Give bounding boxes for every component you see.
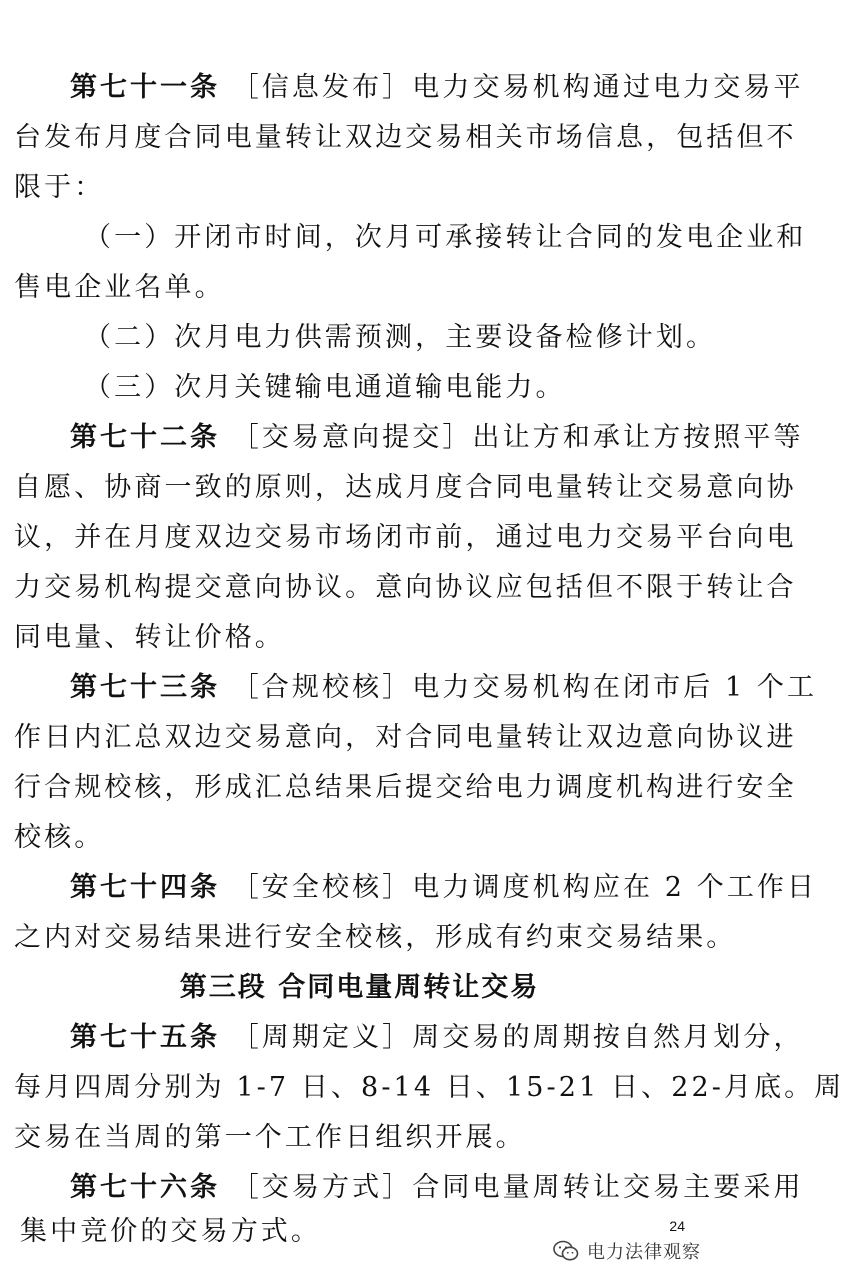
article-72-line-2: 自愿、协商一致的原则，达成月度合同电量转让交易意向协 bbox=[14, 472, 797, 503]
article-72-line-1 bbox=[14, 418, 804, 458]
article-76-line-2: 集中竞价的交易方式。 bbox=[20, 1216, 321, 1247]
article-71-line-1 bbox=[14, 68, 804, 108]
article-text: ［安全校核］电力调度机构应在 2 个工作日 bbox=[231, 872, 818, 903]
article-75-line-3: 交易在当周的第一个工作日组织开展。 bbox=[14, 1122, 526, 1153]
article-text: ［合规校核］电力交易机构在闭市后 1 个工 bbox=[231, 672, 818, 703]
article-74-line-1 bbox=[14, 868, 818, 908]
article-heading: 第七十三条 bbox=[70, 672, 220, 703]
article-heading: 第七十一条 bbox=[70, 72, 220, 103]
article-heading: 第七十六条 bbox=[70, 1172, 220, 1203]
article-74-line-2: 之内对交易结果进行安全校核，形成有约束交易结果。 bbox=[14, 922, 737, 953]
article-text: ［交易意向提交］出让方和承让方按照平等 bbox=[231, 422, 804, 453]
article-text: ［信息发布］电力交易机构通过电力交易平 bbox=[231, 72, 804, 103]
article-heading: 第七十五条 bbox=[70, 1022, 220, 1053]
article-71-line-2: 台发布月度合同电量转让双边交易相关市场信息，包括但不 bbox=[14, 122, 797, 153]
article-72-line-3: 议，并在月度双边交易市场闭市前，通过电力交易平台向电 bbox=[14, 522, 797, 553]
article-text: ［交易方式］合同电量周转让交易主要采用 bbox=[231, 1172, 804, 1203]
wechat-icon bbox=[553, 1240, 579, 1262]
article-75-line-2: 每月四周分别为 1-7 日、8-14 日、15-21 日、22-月底。周 bbox=[14, 1072, 844, 1103]
article-71-item-1-line-2: 售电企业名单。 bbox=[14, 272, 225, 303]
article-71-line-3: 限于： bbox=[14, 172, 105, 203]
article-73-line-1 bbox=[14, 668, 818, 708]
article-73-line-3: 行合规校核，形成汇总结果后提交给电力调度机构进行安全 bbox=[14, 772, 797, 803]
article-text: ［周期定义］周交易的周期按自然月划分， bbox=[231, 1022, 804, 1053]
article-72-line-5: 同电量、转让价格。 bbox=[14, 622, 285, 653]
article-71-item-3: （三）次月关键输电通道输电能力。 bbox=[84, 372, 566, 403]
article-76-line-1 bbox=[14, 1168, 804, 1208]
page-number: 24 bbox=[669, 1218, 685, 1234]
article-71-item-2: （二）次月电力供需预测，主要设备检修计划。 bbox=[84, 322, 717, 353]
article-73-line-2: 作日内汇总双边交易意向，对合同电量转让双边意向协议进 bbox=[14, 722, 797, 753]
article-75-line-1 bbox=[14, 1018, 804, 1058]
article-heading: 第七十二条 bbox=[70, 422, 220, 453]
article-73-line-4: 校核。 bbox=[14, 822, 105, 853]
article-72-line-4: 力交易机构提交意向协议。意向协议应包括但不限于转让合 bbox=[14, 572, 797, 603]
watermark-text: 电力法律观察 bbox=[587, 1242, 701, 1263]
watermark bbox=[553, 1236, 701, 1266]
section-heading: 第三段 合同电量周转让交易 bbox=[179, 972, 540, 1003]
article-71-item-1-line-1: （一）开闭市时间，次月可承接转让合同的发电企业和 bbox=[84, 222, 807, 253]
article-heading: 第七十四条 bbox=[70, 872, 220, 903]
